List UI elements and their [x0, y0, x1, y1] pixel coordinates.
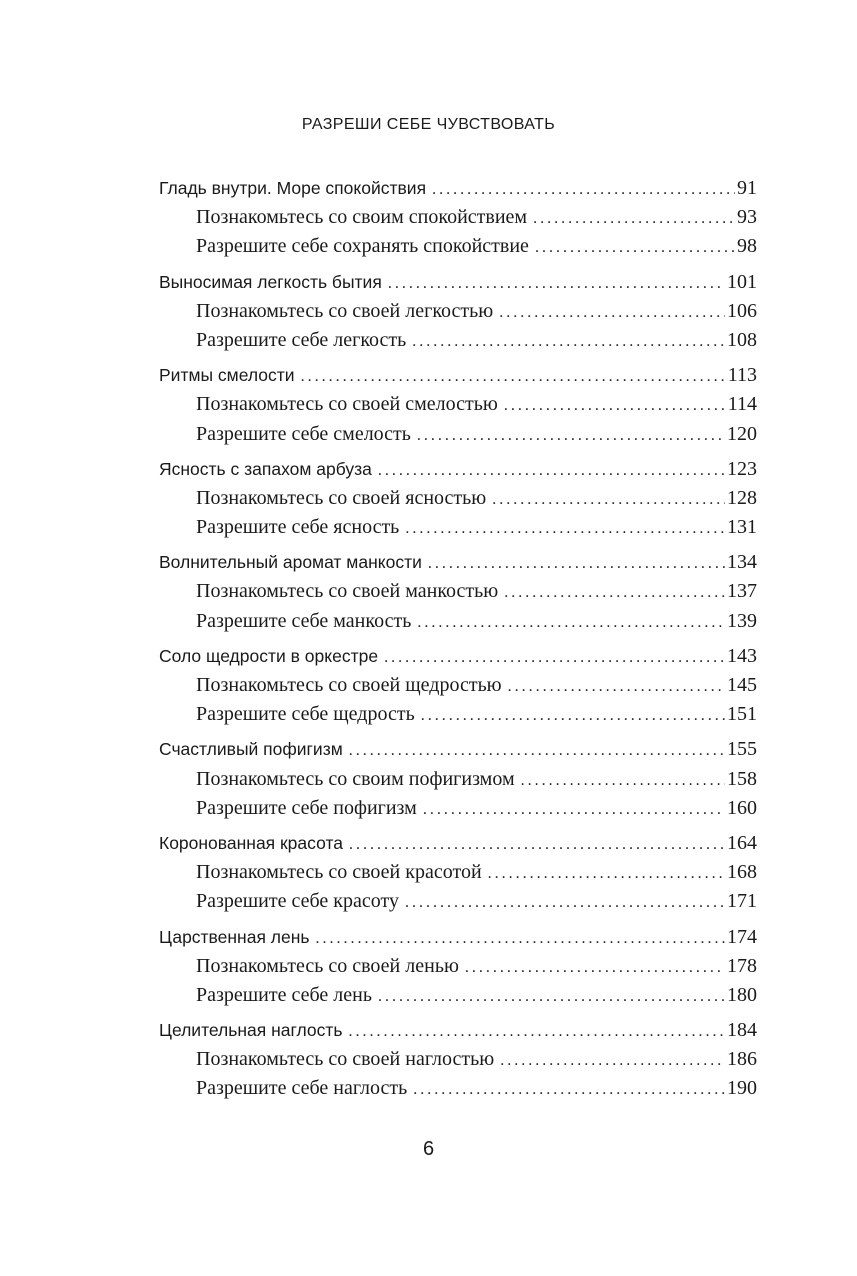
toc-subentry-title: Познакомьтесь со своей ленью [196, 954, 459, 977]
dot-leader [384, 643, 725, 672]
dot-leader [349, 830, 725, 859]
toc-subentry [159, 981, 757, 1010]
toc-section [159, 735, 757, 823]
toc-section [159, 1016, 757, 1104]
toc-subentry-title: Познакомьтесь со своей манкостью [196, 580, 499, 603]
dot-leader [405, 888, 725, 917]
toc-subentry-page: 131 [727, 516, 757, 539]
toc-subentry-page: 93 [737, 206, 757, 229]
dot-leader [301, 362, 726, 391]
toc-subentry [159, 1045, 757, 1074]
toc-section [159, 923, 757, 1011]
toc-chapter-page: 155 [727, 738, 757, 761]
toc-chapter-title: Ритмы смелости [159, 365, 295, 386]
toc-subentry [159, 203, 757, 232]
toc-chapter-page: 143 [727, 644, 757, 667]
table-of-contents [159, 174, 757, 1110]
toc-chapter-page: 123 [727, 457, 757, 480]
toc-subentry [159, 607, 757, 636]
toc-subentry-page: 139 [727, 609, 757, 632]
toc-chapter-title: Целительная наглость [159, 1020, 343, 1041]
toc-subentry [159, 484, 757, 513]
toc-chapter-page: 113 [727, 364, 757, 387]
toc-subentry-title: Познакомьтесь со своим спокойствием [196, 206, 528, 229]
toc-chapter-title: Волнительный аромат манкости [159, 552, 422, 573]
dot-leader [378, 982, 725, 1011]
toc-subentry-title: Разрешите себе пофигизм [196, 796, 417, 819]
toc-chapter-page: 134 [727, 551, 757, 574]
toc-chapter [159, 268, 757, 297]
toc-subentry-page: 106 [727, 299, 757, 322]
toc-subentry-title: Разрешите себе лень [196, 983, 372, 1006]
dot-leader [349, 736, 725, 765]
toc-subentry [159, 887, 757, 916]
dot-leader [412, 327, 725, 356]
toc-subentry [159, 420, 757, 449]
toc-subentry-title: Разрешите себе щедрость [196, 703, 415, 726]
toc-subentry [159, 1074, 757, 1103]
toc-section [159, 829, 757, 917]
toc-chapter [159, 548, 757, 577]
toc-subentry-page: 180 [727, 983, 757, 1006]
dot-leader [417, 608, 725, 637]
toc-subentry-page: 186 [727, 1048, 757, 1071]
dot-leader [535, 233, 735, 262]
dot-leader [492, 485, 725, 514]
toc-subentry-title: Познакомьтесь со своей щедростью [196, 674, 502, 696]
toc-subentry-page: 178 [727, 954, 757, 977]
dot-leader [500, 1046, 725, 1075]
toc-section [159, 268, 757, 356]
toc-chapter [159, 455, 757, 484]
dot-leader [508, 672, 725, 701]
toc-subentry-page: 171 [727, 890, 757, 913]
toc-chapter [159, 923, 757, 952]
toc-chapter [159, 642, 757, 671]
toc-subentry [159, 952, 757, 981]
toc-section [159, 548, 757, 636]
toc-subentry [159, 390, 757, 419]
toc-subentry-title: Разрешите себе ясность [196, 516, 400, 539]
toc-subentry [159, 858, 757, 887]
dot-leader [413, 1075, 725, 1104]
toc-subentry-title: Познакомьтесь со своей легкостью [196, 299, 494, 322]
toc-chapter [159, 174, 757, 203]
toc-chapter-page: 101 [727, 270, 757, 293]
toc-subentry-page: 145 [727, 674, 757, 696]
toc-subentry-title: Познакомьтесь со своей красотой [196, 861, 482, 884]
toc-subentry-title: Познакомьтесь со своей наглостью [196, 1048, 495, 1071]
toc-chapter [159, 735, 757, 764]
toc-subentry-page: 160 [727, 796, 757, 819]
toc-section [159, 174, 757, 262]
toc-chapter [159, 829, 757, 858]
toc-subentry-page: 120 [727, 422, 757, 445]
toc-subentry-page: 158 [727, 767, 757, 790]
dot-leader [428, 549, 725, 578]
dot-leader [504, 578, 725, 607]
toc-subentry-title: Познакомьтесь со своей смелостью [196, 393, 498, 416]
dot-leader [499, 298, 725, 327]
toc-subentry-title: Разрешите себе наглость [196, 1077, 408, 1100]
toc-chapter-title: Коронованная красота [159, 832, 343, 853]
toc-subentry [159, 671, 757, 700]
toc-subentry [159, 577, 757, 606]
toc-chapter-title: Выносимая легкость бытия [159, 271, 382, 292]
toc-section [159, 455, 757, 543]
toc-subentry [159, 232, 757, 261]
toc-section [159, 361, 757, 449]
dot-leader [421, 701, 725, 730]
toc-section [159, 642, 757, 730]
toc-subentry-title: Познакомьтесь со своим пофигизмом [196, 767, 515, 790]
toc-chapter-title: Соло щедрости в оркестре [159, 645, 379, 666]
dot-leader [349, 1017, 725, 1046]
toc-chapter-title: Ясность с запахом арбуза [159, 458, 372, 479]
toc-subentry-page: 137 [727, 580, 757, 603]
toc-subentry-page: 108 [727, 328, 757, 351]
toc-subentry-title: Познакомьтесь со своей ясностью [196, 486, 487, 509]
dot-leader [465, 953, 725, 982]
toc-subentry-page: 98 [737, 235, 757, 258]
toc-chapter-title: Гладь внутри. Море спокойствия [159, 178, 427, 198]
dot-leader [533, 204, 735, 233]
toc-subentry-page: 114 [727, 393, 757, 416]
toc-subentry-title: Разрешите себе манкость [196, 609, 412, 632]
dot-leader [521, 766, 725, 795]
toc-chapter-page: 184 [727, 1019, 757, 1042]
toc-chapter-title: Счастливый пофигизм [159, 739, 343, 760]
dot-leader [388, 269, 725, 298]
toc-chapter [159, 1016, 757, 1045]
toc-chapter-page: 174 [727, 925, 757, 948]
dot-leader [405, 514, 725, 543]
toc-subentry-title: Разрешите себе красоту [196, 890, 399, 913]
toc-subentry [159, 794, 757, 823]
toc-subentry [159, 700, 757, 729]
dot-leader [488, 859, 725, 888]
page-number: 6 [422, 1138, 435, 1160]
dot-leader [316, 924, 725, 953]
toc-subentry-title: Разрешите себе сохранять спокойствие [196, 235, 529, 258]
toc-subentry-page: 128 [727, 486, 757, 509]
toc-chapter-page: 91 [737, 177, 757, 199]
toc-subentry-page: 151 [727, 703, 757, 726]
dot-leader [378, 456, 725, 485]
toc-subentry [159, 326, 757, 355]
toc-subentry [159, 297, 757, 326]
running-head: РАЗРЕШИ СЕБЕ ЧУВСТВОВАТЬ [301, 116, 556, 133]
toc-chapter-title: Царственная лень [159, 926, 310, 947]
dot-leader [432, 175, 735, 204]
toc-subentry-page: 168 [727, 861, 757, 884]
toc-subentry [159, 765, 757, 794]
toc-subentry-page: 190 [727, 1077, 757, 1100]
toc-chapter-page: 164 [727, 831, 757, 854]
dot-leader [504, 391, 726, 420]
toc-chapter [159, 361, 757, 390]
dot-leader [423, 795, 725, 824]
toc-subentry-title: Разрешите себе смелость [196, 422, 411, 445]
toc-subentry [159, 513, 757, 542]
toc-subentry-title: Разрешите себе легкость [196, 328, 407, 351]
dot-leader [417, 421, 725, 450]
